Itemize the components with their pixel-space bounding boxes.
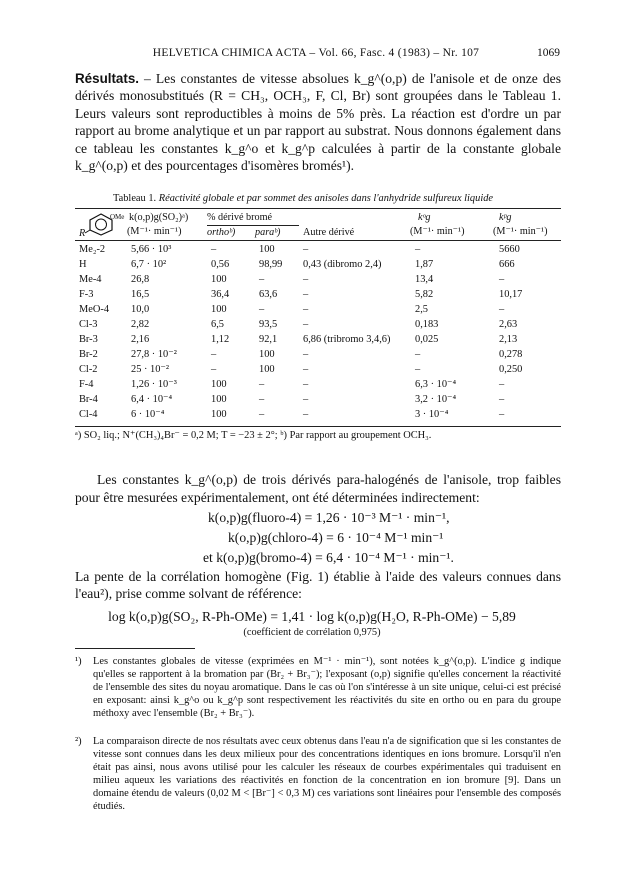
- cell-autre: –: [303, 274, 309, 285]
- cell-autre: 0,43 (dibromo 2,4): [303, 259, 382, 270]
- cell-ko: 6,3 · 10⁻⁴: [415, 379, 457, 390]
- cell-r: F-4: [79, 379, 94, 390]
- cell-autre: –: [303, 409, 309, 420]
- cell-para: 92,1: [259, 334, 278, 345]
- col-autre-header: Autre dérivé: [303, 227, 355, 238]
- cell-ko: 3 · 10⁻⁴: [415, 409, 449, 420]
- cell-k: 2,16: [131, 334, 150, 345]
- cell-ko: –: [415, 244, 421, 255]
- footnote-2-number: ²): [75, 736, 82, 747]
- col-kglob-header: k(o,p)g(SO₂)ᵃ): [129, 212, 189, 223]
- table-footnote: ᵃ) SO₂ liq.; N⁺(CH₃)₄Br⁻ = 0,2 M; T = −23 ± 2°; ᵇ) Par rapport au groupement OCH₃.: [75, 430, 432, 441]
- cell-para: 100: [259, 244, 275, 255]
- table-label: Tableau 1.: [113, 193, 157, 204]
- cell-k: 5,66 · 10³: [131, 244, 172, 255]
- cell-para: 93,5: [259, 319, 278, 330]
- cell-k: 25 · 10⁻²: [131, 364, 170, 375]
- cell-kp: –: [499, 304, 505, 315]
- table-top-rule: [75, 208, 561, 209]
- cell-ko: 2,5: [415, 304, 428, 315]
- cell-k: 6,4 · 10⁻⁴: [131, 394, 173, 405]
- equation-fluoro: k(o,p)g(fluoro-4) = 1,26 · 10⁻³ M⁻¹ · min⁻¹,: [208, 510, 450, 525]
- cell-ortho: –: [211, 364, 217, 375]
- cell-para: 63,6: [259, 289, 278, 300]
- cell-ko: 13,4: [415, 274, 434, 285]
- cell-r: Br-2: [79, 349, 98, 360]
- cell-k: 6,7 · 10²: [131, 259, 167, 270]
- cell-autre: –: [303, 349, 309, 360]
- table-title: Réactivité globale et par sommet des anisoles dans l'anhydride sulfureux liquide: [158, 193, 494, 204]
- cell-r: Cl-4: [79, 409, 98, 420]
- correlation-paragraph: La pente de la corrélation homogène (Fig. 1) établie à l'aide des valeurs connues dans l'eau²), prise comme solvant de référence:: [75, 569, 561, 602]
- equation-chloro: k(o,p)g(chloro-4) = 6 · 10⁻⁴ M⁻¹ min⁻¹: [228, 530, 444, 545]
- journal-title: HELVETICA CHIMICA ACTA – Vol. 66, Fasc. 4 (1983) – Nr. 107: [152, 47, 480, 59]
- cell-ortho: 100: [211, 379, 227, 390]
- cell-ko: 5,82: [415, 289, 434, 300]
- cell-ko: 0,183: [415, 319, 439, 330]
- cell-ortho: 100: [211, 409, 227, 420]
- equation-bromo: et k(o,p)g(bromo-4) = 6,4 · 10⁻⁴ M⁻¹ · min⁻¹.: [203, 550, 454, 565]
- footnote-rule: [75, 648, 195, 649]
- cell-para: 98,99: [259, 259, 283, 270]
- cell-kp: 0,278: [499, 349, 523, 360]
- col-pct-header: % dérivé bromé: [207, 212, 273, 223]
- page-number: 1069: [537, 47, 560, 59]
- cell-r: Cl-3: [79, 319, 98, 330]
- cell-ortho: 6,5: [211, 319, 224, 330]
- cell-r: Br-4: [79, 394, 98, 405]
- cell-ortho: 100: [211, 304, 227, 315]
- cell-r: F-3: [79, 289, 94, 300]
- cell-para: –: [259, 409, 265, 420]
- cell-kp: 10,17: [499, 289, 523, 300]
- cell-para: –: [259, 379, 265, 390]
- results-paragraph: [75, 70, 561, 174]
- table-caption: [113, 193, 493, 204]
- table-header-rule: [75, 240, 561, 241]
- cell-autre: –: [303, 364, 309, 375]
- cell-kp: 5660: [499, 244, 520, 255]
- cell-ko: 1,87: [415, 259, 434, 270]
- footnote-2: [75, 736, 561, 836]
- cell-autre: 6,86 (tribromo 3,4,6): [303, 334, 391, 345]
- cell-autre: –: [303, 289, 309, 300]
- cell-k: 26,8: [131, 274, 150, 285]
- cell-kp: 2,13: [499, 334, 518, 345]
- cell-ortho: 0,56: [211, 259, 230, 270]
- cell-para: 100: [259, 364, 275, 375]
- cell-autre: –: [303, 319, 309, 330]
- running-header: [72, 47, 560, 61]
- cell-ko: –: [415, 349, 421, 360]
- cell-ko: –: [415, 364, 421, 375]
- cell-ortho: –: [211, 349, 217, 360]
- cell-kp: 666: [499, 259, 515, 270]
- col-para-header: paraᵇ): [255, 227, 281, 238]
- para-halogen-paragraph: Les constantes k_g^(o,p) de trois dérivés para-halogénés de l'anisole, trop faibles pour être mesurées expérimentalement, ont été déterminées indirectement:: [75, 472, 561, 505]
- cell-para: –: [259, 394, 265, 405]
- table-bottom-rule: [75, 426, 561, 427]
- col-kglob-unit: (M⁻¹· min⁻¹): [127, 226, 182, 237]
- cell-r: Br-3: [79, 334, 98, 345]
- col-ko-unit: (M⁻¹· min⁻¹): [410, 226, 465, 237]
- correlation-coefficient-note: (coefficient de corrélation 0,975): [243, 627, 381, 638]
- cell-k: 6 · 10⁻⁴: [131, 409, 165, 420]
- cell-r: Cl-2: [79, 364, 98, 375]
- cell-k: 1,26 · 10⁻³: [131, 379, 177, 390]
- cell-k: 2,82: [131, 319, 150, 330]
- cell-k: 27,8 · 10⁻²: [131, 349, 177, 360]
- cell-kp: –: [499, 409, 505, 420]
- cell-ortho: 1,12: [211, 334, 230, 345]
- cell-kp: 2,63: [499, 319, 518, 330]
- cell-para: 100: [259, 349, 275, 360]
- section-lead: Résultats.: [75, 71, 139, 86]
- cell-para: –: [259, 304, 265, 315]
- cell-autre: –: [303, 394, 309, 405]
- equation-log-correlation: log k(o,p)g(SO₂, R-Ph-OMe) = 1,41 · log k(o,p)g(H₂O, R-Ph-OMe) − 5,89: [108, 609, 516, 624]
- cell-k: 16,5: [131, 289, 150, 300]
- cell-kp: 0,250: [499, 364, 523, 375]
- cell-kp: –: [499, 394, 505, 405]
- results-text: – Les constantes de vitesse absolues k_g^(o,p) de l'anisole et de onze des dérivés monosubstitués (R = CH₃, OCH₃, F, Cl, Br) sont groupées dans le Tableau 1. Leurs valeurs sont reproductibles à moins de 5% près. La réaction est d'ordre un par rapport au brome analytique et un par rapport au substrat. Nous donnons également dans ce tableau les constantes k_g^o et k_g^p calculées à partir de la constante globale k_g^(o,p) et des pourcentages d'isomères bromés¹).: [75, 71, 561, 174]
- cell-ortho: 100: [211, 274, 227, 285]
- pct-subrule: [207, 225, 299, 226]
- cell-ortho: 100: [211, 394, 227, 405]
- cell-ko: 0,025: [415, 334, 439, 345]
- cell-para: –: [259, 274, 265, 285]
- footnote-1: [75, 656, 561, 734]
- cell-ortho: 36,4: [211, 289, 230, 300]
- cell-k: 10,0: [131, 304, 150, 315]
- cell-r: Me₂-2: [79, 244, 106, 255]
- col-ortho-header: orthoᵇ): [207, 227, 236, 238]
- cell-kp: –: [499, 379, 505, 390]
- cell-autre: –: [303, 304, 309, 315]
- col-r-header: R: [79, 228, 86, 239]
- col-kp-unit: (M⁻¹· min⁻¹): [493, 226, 548, 237]
- cell-r: MeO-4: [79, 304, 110, 315]
- cell-kp: –: [499, 274, 505, 285]
- cell-ko: 3,2 · 10⁻⁴: [415, 394, 457, 405]
- ome-label: OMe: [110, 213, 125, 221]
- cell-ortho: –: [211, 244, 217, 255]
- cell-r: H: [79, 259, 87, 270]
- cell-r: Me-4: [79, 274, 102, 285]
- footnote-2-text: La comparaison directe de nos résultats avec ceux obtenus dans l'eau n'a de signification que si les constantes de vitesse sont connues dans les deux milieux pour des concentrations identiques en ions bromure. Lorsqu'il n'en était pas ainsi, nous avons utilisé pour les calculer les réseaux de courbes expérimentales qui traduisent en milieu aqueux les variations des réactivités en fonction de la concentration en ion bromure [9]. Dans un domaine étendu de valeurs (0,02 M < [Br⁻] < 0,3 M) ces variations sont linéaires pour l'ensemble des composés étudiés.: [93, 736, 561, 812]
- cell-autre: –: [303, 244, 309, 255]
- rate-constants-table: [75, 208, 561, 440]
- col-kp-header: kᵖg: [499, 212, 512, 223]
- col-ko-header: kᵒg: [418, 212, 431, 223]
- footnote-1-text: Les constantes globales de vitesse (exprimées en M⁻¹ · min⁻¹), sont notées k_g^(o,p). L'indice g indique qu'elles se rapportent à la bromation par (Br₂ + Br₃⁻); l'exposant (o,p) signifie qu'elles concernent la réactivité de l'ensemble des sites du noyau aromatique. Dans le cas où l'on s'intéresse à un site unique, celui-ci est précisé en exposant: ainsi k_g^o ou k_g^p sont respectivement les réactivités du site en ortho ou en para du groupe méthoxy avec l'ensemble (Br₂ + Br₃⁻).: [93, 656, 561, 719]
- cell-autre: –: [303, 379, 309, 390]
- footnote-1-number: ¹): [75, 656, 82, 667]
